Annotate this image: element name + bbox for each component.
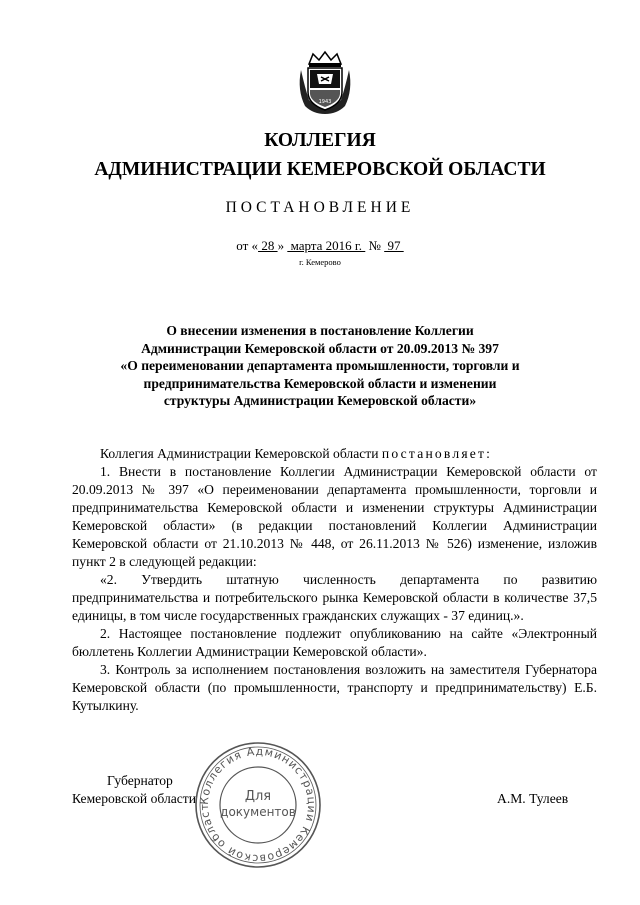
coat-of-arms-icon — [295, 50, 355, 116]
date-month-year: марта 2016 г. — [287, 238, 366, 253]
org-title-line2: АДМИНИСТРАЦИИ КЕМЕРОВСКОЙ ОБЛАСТИ — [94, 159, 546, 180]
paragraph-2: 2. Настоящее постановление подлежит опубликованию на сайте «Электронный бюллетень Коллегии Администрации Кемеровской области». — [72, 626, 597, 659]
date-mid: » — [277, 238, 288, 253]
subject-line: Администрации Кемеровской области от 20.09.2013 № 397 — [141, 340, 499, 356]
seal-center-text-1: Для — [244, 789, 272, 804]
signatory-name: А.М. Тулеев — [497, 791, 569, 806]
document-type: ПОСТАНОВЛЕНИЕ — [225, 199, 415, 216]
subject-line: О внесении изменения в постановление Коллегии — [166, 323, 474, 338]
round-seal-stamp — [193, 740, 323, 870]
date-day: 28 — [258, 238, 278, 253]
subject-line: предпринимательства Кемеровской области и изменении — [143, 375, 497, 391]
signatory-post: Губернатор — [107, 773, 173, 788]
paragraph-1-quote: «2. Утвердить штатную численность департамента по развитию предпринимательства и потребительского рынка Кемеровской области в количестве 37,5 единицы, в том числе государственных гражданских служащих - 37 единиц.». — [72, 572, 597, 623]
intro-resolves: постановляет: — [381, 446, 493, 461]
paragraph-3: 3. Контроль за исполнением постановления возложить на заместителя Губернатора Кемеровской области (по промышленности, транспорту и предпринимательству) Е.Б. Кутылкину. — [72, 662, 597, 713]
org-title-line1: КОЛЛЕГИЯ — [264, 130, 376, 151]
signatory-org: Кемеровской области — [72, 791, 197, 806]
subject-line: структуры Администрации Кемеровской области» — [163, 393, 477, 408]
document-subject — [80, 322, 560, 410]
document-number: 97 — [384, 238, 404, 253]
intro-paragraph — [72, 445, 597, 463]
city: г. Кемерово — [299, 257, 341, 267]
date-line — [0, 238, 640, 254]
seal-center-text-2: документов — [220, 805, 296, 819]
document-body — [72, 445, 597, 715]
number-label: № — [365, 238, 385, 253]
paragraph-1: 1. Внести в постановление Коллегии Администрации Кемеровской области от 20.09.2013 № 397 «О переименовании департамента промышленности, торговли и предпринимательства Кемеровской области и изменении структуры Администрации Кемеровской области» (в редакции постановлений Коллегии Администрации Кемеровской области от 21.10.2013 № 448, от 26.11.2013 № 526) изменение, изложив пункт 2 в следующей редакции: — [72, 464, 597, 569]
intro-text: Коллегия Администрации Кемеровской области — [100, 446, 382, 461]
subject-line: «О переименовании департамента промышленности, торговли и — [120, 358, 520, 373]
date-prefix: от « — [236, 238, 259, 253]
seal-ring-text: Коллегия Администрации Кемеровской област — [197, 744, 319, 866]
svg-text:1943: 1943 — [318, 99, 332, 105]
